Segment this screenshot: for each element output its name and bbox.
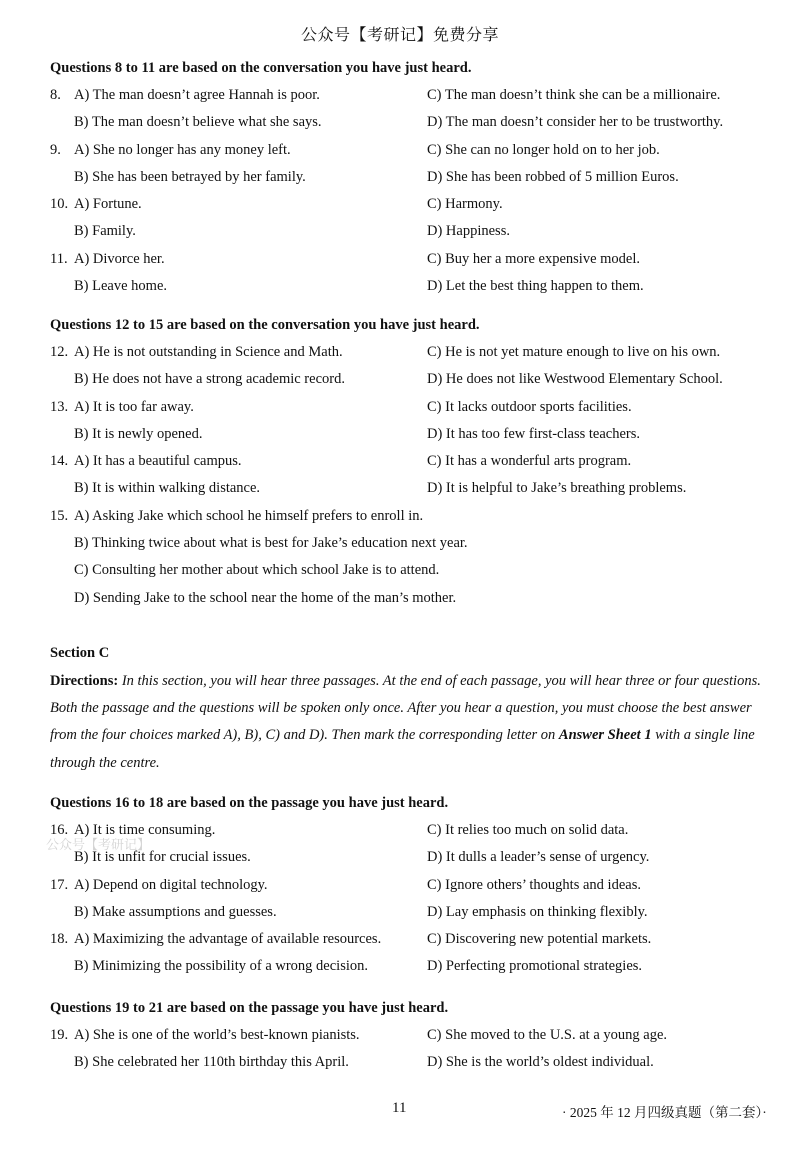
option-a: A) It has a beautiful campus. <box>74 453 242 470</box>
question-group-19-21 <box>50 997 762 1077</box>
option-b: B) She has been betrayed by her family. <box>74 168 306 185</box>
section-title: Section C <box>50 645 110 661</box>
answer-sheet-label: Answer Sheet 1 <box>558 727 652 744</box>
question-row <box>50 82 762 109</box>
option-b: B) Minimizing the possibility of a wrong decision. <box>74 958 369 975</box>
question-row <box>50 844 762 871</box>
watermark: 公众号【考研记】 <box>46 838 151 853</box>
option-d: D) It has too few first-class teachers. <box>427 425 640 442</box>
page-header: 公众号【考研记】免费分享 <box>300 27 499 44</box>
option-a: A) It is time consuming. <box>74 822 216 838</box>
option-b: B) She celebrated her 110th birthday this April. <box>74 1054 349 1071</box>
question-row <box>50 530 762 557</box>
option-d: D) She has been robbed of 5 million Euros. <box>427 168 679 185</box>
group-heading: Questions 12 to 15 are based on the conversation you have just heard. <box>50 317 480 333</box>
question-row <box>50 246 762 273</box>
question-row <box>50 366 762 393</box>
option-a: A) Divorce her. <box>74 250 165 267</box>
option-d: D) Sending Jake to the school near the home of the man’s mother. <box>74 589 457 606</box>
question-number: 13. <box>50 398 69 415</box>
question-row <box>50 448 762 475</box>
question-row <box>50 475 762 502</box>
question-number: 14. <box>50 453 69 470</box>
question-row <box>50 109 762 136</box>
option-a: A) Fortune. <box>74 196 142 213</box>
question-group-16-18 <box>50 792 762 981</box>
option-d: D) Happiness. <box>427 223 510 240</box>
section-directions <box>50 668 762 777</box>
question-row <box>50 872 762 899</box>
question-row <box>50 137 762 164</box>
directions-end: with a single line through the centre. <box>50 727 755 771</box>
question-row <box>50 585 762 612</box>
option-c: C) It lacks outdoor sports facilities. <box>427 398 632 415</box>
option-a: A) Asking Jake which school he himself prefers to enroll in. <box>74 507 424 524</box>
option-d: D) It dulls a leader’s sense of urgency. <box>427 849 650 866</box>
question-number: 10. <box>50 196 69 213</box>
question-row <box>50 557 762 584</box>
question-group-12-15 <box>50 314 762 612</box>
option-b: B) It is newly opened. <box>74 425 203 442</box>
question-row <box>50 218 762 245</box>
option-a: A) It is too far away. <box>74 398 194 415</box>
option-c: C) She can no longer hold on to her job. <box>427 141 660 158</box>
question-number: 17. <box>50 876 69 893</box>
option-b: B) It is within walking distance. <box>74 480 261 497</box>
option-c: C) Buy her a more expensive model. <box>427 250 641 267</box>
question-row <box>50 1049 762 1076</box>
question-number: 11. <box>50 250 68 267</box>
option-c: C) Harmony. <box>427 196 503 213</box>
option-c: C) It has a wonderful arts program. <box>427 453 632 470</box>
option-d: D) The man doesn’t consider her to be trustworthy. <box>427 114 724 131</box>
question-row <box>50 191 762 218</box>
option-d: D) She is the world’s oldest individual. <box>427 1054 654 1071</box>
section-c <box>50 641 762 777</box>
option-a: A) Maximizing the advantage of available resources. <box>74 931 382 948</box>
option-c: C) He is not yet mature enough to live on his own. <box>427 344 721 360</box>
option-b: B) Thinking twice about what is best for Jake’s education next year. <box>74 535 468 552</box>
option-a: A) Depend on digital technology. <box>74 876 268 893</box>
option-b: B) It is unfit for crucial issues. <box>74 849 251 866</box>
page-number: 11 <box>392 1100 407 1116</box>
group-heading: Questions 16 to 18 are based on the passage you have just heard. <box>50 795 449 811</box>
option-c: C) The man doesn’t think she can be a millionaire. <box>427 87 721 103</box>
option-c: C) It relies too much on solid data. <box>427 822 629 838</box>
option-b: B) Make assumptions and guesses. <box>74 903 277 920</box>
group-heading: Questions 8 to 11 are based on the conversation you have just heard. <box>50 60 472 76</box>
question-number: 18. <box>50 931 69 948</box>
option-a: A) She is one of the world’s best-known pianists. <box>74 1027 360 1043</box>
exam-label: · 2025 年 12 月四级真题（第二套）· <box>562 1105 767 1120</box>
option-a: A) He is not outstanding in Science and Math. <box>74 344 343 360</box>
question-row <box>50 339 762 366</box>
question-row <box>50 394 762 421</box>
option-a: A) The man doesn’t agree Hannah is poor. <box>74 87 320 103</box>
question-number: 8. <box>50 87 61 103</box>
option-d: D) Perfecting promotional strategies. <box>427 958 643 975</box>
question-row <box>50 421 762 448</box>
option-d: D) He does not like Westwood Elementary School. <box>427 371 723 388</box>
option-c: C) She moved to the U.S. at a young age. <box>427 1027 668 1043</box>
option-b: B) Leave home. <box>74 278 168 295</box>
option-d: D) Let the best thing happen to them. <box>427 278 644 295</box>
question-row <box>50 273 762 300</box>
option-c: C) Discovering new potential markets. <box>427 931 652 948</box>
question-number: 15. <box>50 507 69 524</box>
question-row <box>50 503 762 530</box>
option-b: B) He does not have a strong academic record. <box>74 371 345 388</box>
option-d: D) Lay emphasis on thinking flexibly. <box>427 903 648 920</box>
question-row <box>50 926 762 953</box>
question-row <box>50 899 762 926</box>
question-row <box>50 1022 762 1049</box>
option-c: C) Consulting her mother about which school Jake is to attend. <box>74 562 440 579</box>
directions-label: Directions: <box>50 673 119 689</box>
question-row <box>50 164 762 191</box>
question-number: 19. <box>50 1027 69 1043</box>
option-a: A) She no longer has any money left. <box>74 141 291 158</box>
option-b: B) The man doesn’t believe what she says. <box>74 114 322 131</box>
directions-text: In this section, you will hear three passages. At the end of each passage, you will hear three or four questions. Both the passage and the questions will be spoken only once. After you hear a question, you must choose the best answer from the four choices marked A), B), C) and D). Then mark the corresponding letter on <box>50 673 761 744</box>
question-number: 16. <box>50 822 69 838</box>
group-heading: Questions 19 to 21 are based on the passage you have just heard. <box>50 1000 449 1016</box>
question-number: 12. <box>50 344 69 360</box>
question-row <box>50 953 762 980</box>
question-number: 9. <box>50 141 61 158</box>
question-group-8-11 <box>50 57 762 300</box>
question-row <box>50 817 762 844</box>
option-c: C) Ignore others’ thoughts and ideas. <box>427 876 641 893</box>
option-b: B) Family. <box>74 223 136 240</box>
option-d: D) It is helpful to Jake’s breathing problems. <box>427 480 687 497</box>
